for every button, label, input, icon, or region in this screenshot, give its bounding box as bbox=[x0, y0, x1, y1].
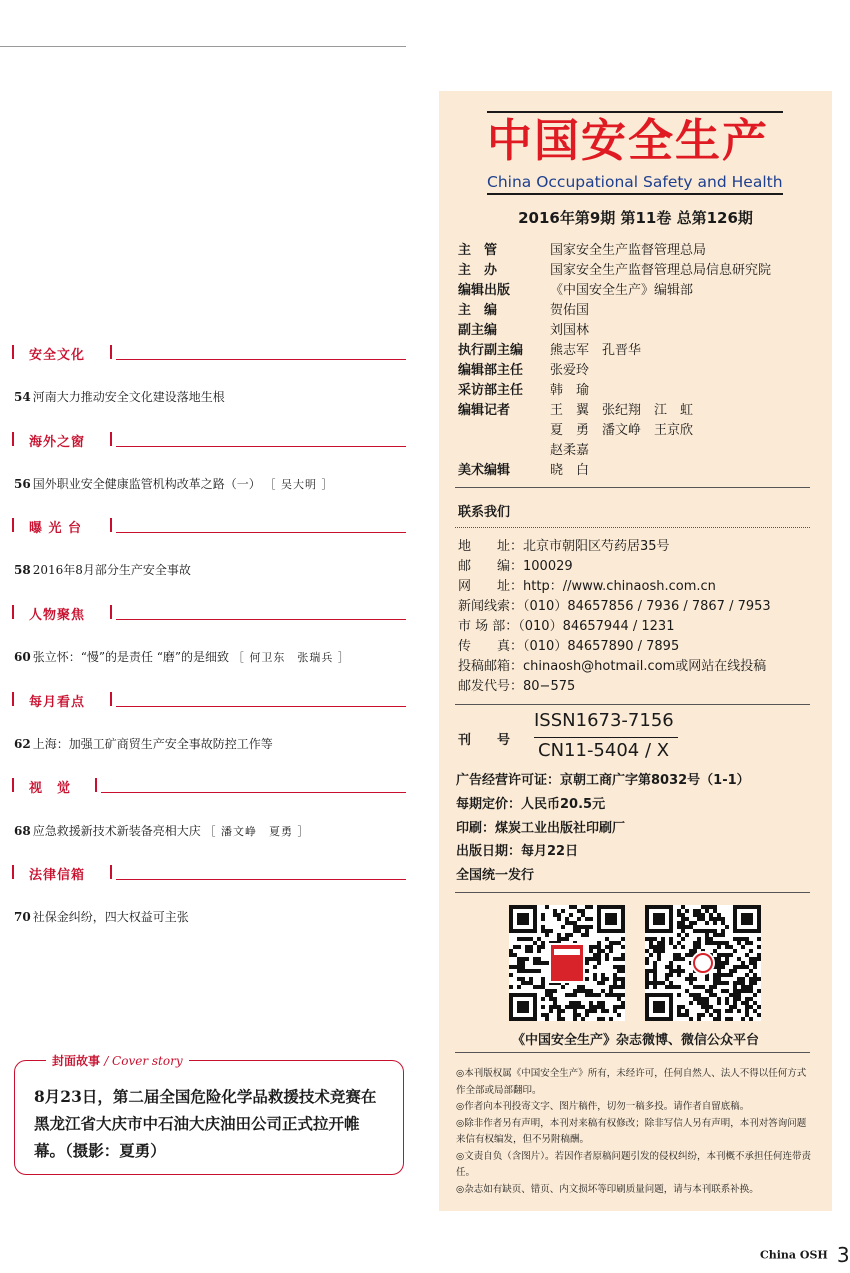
page-footer bbox=[760, 1243, 850, 1267]
contact-value: （010）84657944 / 1231 bbox=[518, 619, 675, 634]
staff-names: 熊志军 孔晋华 bbox=[550, 343, 642, 358]
notice-item: ◎除非作者另有声明，本刊对来稿有权修改；除非写信人另有声明，本刊对答询问题来信有权编发，但不另附稿酬。 bbox=[456, 1117, 807, 1145]
notice-item: ◎文责自负（含图片）。若因作者原稿问题引发的侵权纠纷，本刊概不承担任何连带责任。 bbox=[456, 1150, 812, 1178]
magazine-logo-en: China Occupational Safety and Health bbox=[487, 173, 783, 191]
section-rule bbox=[116, 879, 406, 880]
magazine-logo-cn: 中国安全生产 bbox=[487, 114, 770, 167]
contact-value: （010）84657856 / 7936 / 7867 / 7953 bbox=[523, 599, 771, 614]
copyright-notices bbox=[456, 1066, 813, 1198]
contact-row bbox=[458, 637, 679, 657]
contact-label: 地 址： bbox=[458, 539, 524, 554]
contact-label: 新闻线索： bbox=[458, 599, 524, 614]
toc-entry[interactable] bbox=[14, 388, 225, 405]
toc-entry[interactable] bbox=[14, 561, 191, 578]
publication-info-line: 全国统一发行 bbox=[456, 868, 535, 883]
toc-entry[interactable] bbox=[14, 648, 350, 665]
publication-info-line: 出版日期：每月22日 bbox=[456, 844, 579, 859]
toc-entry[interactable] bbox=[14, 475, 334, 492]
contact-value: chinaosh@hotmail.com或网站在线投稿 bbox=[523, 659, 767, 674]
cover-story-text: 8月23日，第二届全国危险化学品救援技术竞赛在黑龙江省大庆市中石油大庆油田公司正式拉开帷幕。（摄影：夏勇） bbox=[34, 1087, 377, 1160]
toc-entry[interactable] bbox=[14, 735, 273, 752]
staff-role: 编辑出版 bbox=[458, 283, 511, 298]
section-title: 曝 光 台 bbox=[29, 521, 83, 536]
section-title: 视 觉 bbox=[29, 781, 72, 796]
staff-names: 夏 勇 潘文峥 王京欣 bbox=[550, 423, 694, 438]
toc-section-header bbox=[12, 344, 406, 362]
cover-story-label bbox=[46, 1052, 189, 1069]
divider bbox=[455, 1052, 810, 1053]
staff-names: 刘国林 bbox=[550, 323, 590, 338]
issue-number: 2016年第9期 第11卷 总第126期 bbox=[518, 209, 753, 227]
section-bar-left bbox=[12, 865, 14, 879]
staff-names: 国家安全生产监督管理总局 bbox=[550, 243, 707, 258]
divider bbox=[455, 704, 810, 705]
contact-row bbox=[458, 617, 674, 637]
contact-row bbox=[458, 557, 573, 577]
toc-entry[interactable] bbox=[14, 822, 310, 839]
contact-value: 北京市朝阳区芍药居35号 bbox=[523, 539, 670, 554]
toc-entry-title: 应急救援新技术新装备亮相大庆 bbox=[32, 824, 201, 838]
section-title: 每月看点 bbox=[29, 695, 86, 710]
section-bar-right bbox=[110, 692, 112, 706]
toc-section-header bbox=[12, 691, 406, 709]
contact-value: 100029 bbox=[523, 559, 573, 574]
logo-bottom-rule bbox=[487, 193, 783, 195]
toc-entry-page: 60 bbox=[14, 650, 31, 664]
publication-info-line: 每期定价：人民币20.5元 bbox=[456, 797, 606, 812]
staff-role: 编辑部主任 bbox=[458, 363, 524, 378]
contact-row bbox=[458, 537, 670, 557]
notice-item: ◎杂志如有缺页、错页、内文损坏等印刷质量问题，请与本刊联系补换。 bbox=[456, 1183, 759, 1195]
staff-names: 张爱玲 bbox=[550, 363, 590, 378]
contact-label: 传 真： bbox=[458, 639, 524, 654]
cover-story-label-en: / Cover story bbox=[104, 1054, 183, 1068]
staff-role: 美术编辑 bbox=[458, 463, 511, 478]
section-bar-left bbox=[12, 345, 14, 359]
top-rule bbox=[0, 46, 406, 47]
publication-info-line: 印刷：煤炭工业出版社印刷厂 bbox=[456, 821, 626, 836]
staff-names: 王 翼 张纪翔 江 虹 bbox=[550, 403, 694, 418]
staff-role: 主 管 bbox=[458, 243, 498, 258]
dotted-divider bbox=[455, 527, 810, 528]
section-bar-right bbox=[110, 605, 112, 619]
staff-role: 编辑记者 bbox=[458, 403, 511, 418]
staff-names: 贺佑国 bbox=[550, 303, 590, 318]
toc-entry-title: 2016年8月部分生产安全事故 bbox=[32, 563, 191, 577]
contact-label: 投稿邮箱： bbox=[458, 659, 524, 674]
logo-top-rule bbox=[487, 111, 783, 113]
staff-role: 采访部主任 bbox=[458, 383, 524, 398]
section-bar-left bbox=[12, 605, 14, 619]
contact-value: http：//www.chinaosh.com.cn bbox=[523, 579, 716, 594]
section-bar-left bbox=[12, 518, 14, 532]
section-rule bbox=[116, 359, 406, 360]
contact-label: 网 址： bbox=[458, 579, 524, 594]
section-rule bbox=[116, 619, 406, 620]
section-bar-left bbox=[12, 692, 14, 706]
wechat-qr-code bbox=[645, 905, 761, 1021]
contact-row bbox=[458, 577, 716, 597]
section-rule bbox=[116, 532, 406, 533]
contact-value: （010）84657890 / 7895 bbox=[523, 639, 680, 654]
staff-names: 韩 瑜 bbox=[550, 383, 590, 398]
toc-section-header bbox=[12, 777, 406, 795]
toc-entry-page: 58 bbox=[14, 563, 31, 577]
section-rule bbox=[116, 446, 406, 447]
toc-entry-page: 62 bbox=[14, 737, 31, 751]
toc-entry-page: 54 bbox=[14, 390, 31, 404]
contact-row bbox=[458, 597, 771, 617]
section-title: 海外之窗 bbox=[29, 435, 86, 450]
weibo-qr-code bbox=[509, 905, 625, 1021]
staff-names: 《中国安全生产》编辑部 bbox=[550, 283, 694, 298]
toc-entry-author: ［ 吴大明 ］ bbox=[264, 478, 334, 491]
staff-role: 副主编 bbox=[458, 323, 498, 338]
toc-entry-title: 社保金纠纷，四大权益可主张 bbox=[32, 910, 189, 924]
page-number: 3 bbox=[836, 1243, 850, 1267]
section-title: 人物聚焦 bbox=[29, 608, 86, 623]
section-rule bbox=[101, 792, 406, 793]
toc-entry-page: 68 bbox=[14, 824, 31, 838]
section-bar-left bbox=[12, 778, 14, 792]
notice-item: ◎本刊版权属《中国安全生产》所有，未经许可，任何自然人、法人不得以任何方式作全部或局部翻印。 bbox=[456, 1068, 807, 1096]
contact-row bbox=[458, 677, 575, 697]
toc-section-header bbox=[12, 431, 406, 449]
section-bar-left bbox=[12, 432, 14, 446]
toc-entry-page: 70 bbox=[14, 910, 31, 924]
staff-role: 主 办 bbox=[458, 263, 498, 278]
issn-number: ISSN1673-7156 bbox=[534, 710, 674, 731]
toc-entry-title: 上海：加强工矿商贸生产安全事故防控工作等 bbox=[32, 737, 273, 751]
toc-entry[interactable] bbox=[14, 908, 189, 925]
section-rule bbox=[116, 706, 406, 707]
section-bar-right bbox=[110, 865, 112, 879]
toc-entry-page: 56 bbox=[14, 477, 31, 491]
toc-section-header bbox=[12, 604, 406, 622]
cover-story-label-cn: 封面故事 bbox=[52, 1054, 101, 1068]
contact-label: 市 场 部： bbox=[458, 619, 519, 634]
staff-role: 执行副主编 bbox=[458, 343, 524, 358]
toc-entry-title: 国外职业安全健康监管机构改革之路（一） bbox=[32, 477, 261, 491]
staff-role: 主 编 bbox=[458, 303, 498, 318]
section-bar-right bbox=[110, 518, 112, 532]
toc-entry-title: 张立怀：“慢”的是责任 “磨”的是细致 bbox=[32, 650, 230, 664]
footer-brand: China OSH bbox=[760, 1248, 828, 1262]
section-title: 安全文化 bbox=[29, 348, 86, 363]
contact-value: 80−575 bbox=[523, 679, 576, 694]
staff-names: 赵柔嘉 bbox=[550, 443, 590, 458]
staff-names: 国家安全生产监督管理总局信息研究院 bbox=[550, 263, 772, 278]
contact-label: 邮 编： bbox=[458, 559, 524, 574]
kanhao-label: 刊 号 bbox=[458, 733, 511, 748]
qr-caption: 《中国安全生产》杂志微博、微信公众平台 bbox=[511, 1033, 759, 1048]
cn-number: CN11-5404 / X bbox=[538, 740, 670, 761]
notice-item: ◎作者向本刊投寄文字、图片稿件，切勿一稿多投。请作者自留底稿。 bbox=[456, 1101, 750, 1112]
toc-entry-title: 河南大力推动安全文化建设落地生根 bbox=[32, 390, 225, 404]
section-bar-right bbox=[95, 778, 97, 792]
section-bar-right bbox=[110, 345, 112, 359]
toc-section-header bbox=[12, 864, 406, 882]
staff-names: 晓 白 bbox=[550, 463, 590, 478]
contact-row bbox=[458, 657, 766, 677]
divider bbox=[455, 487, 810, 488]
section-bar-right bbox=[110, 432, 112, 446]
publication-info-line: 广告经营许可证：京朝工商广字第8032号（1-1） bbox=[456, 773, 750, 788]
toc-section-header bbox=[12, 517, 406, 535]
contact-title: 联系我们 bbox=[458, 505, 511, 520]
issn-rule bbox=[534, 737, 678, 738]
divider bbox=[455, 892, 810, 893]
toc-entry-author: ［ 潘文峥 夏勇 ］ bbox=[204, 825, 310, 838]
toc-entry-author: ［ 何卫东 张瑞兵 ］ bbox=[232, 651, 350, 664]
section-title: 法律信箱 bbox=[29, 868, 86, 883]
contact-label: 邮发代号： bbox=[458, 679, 524, 694]
